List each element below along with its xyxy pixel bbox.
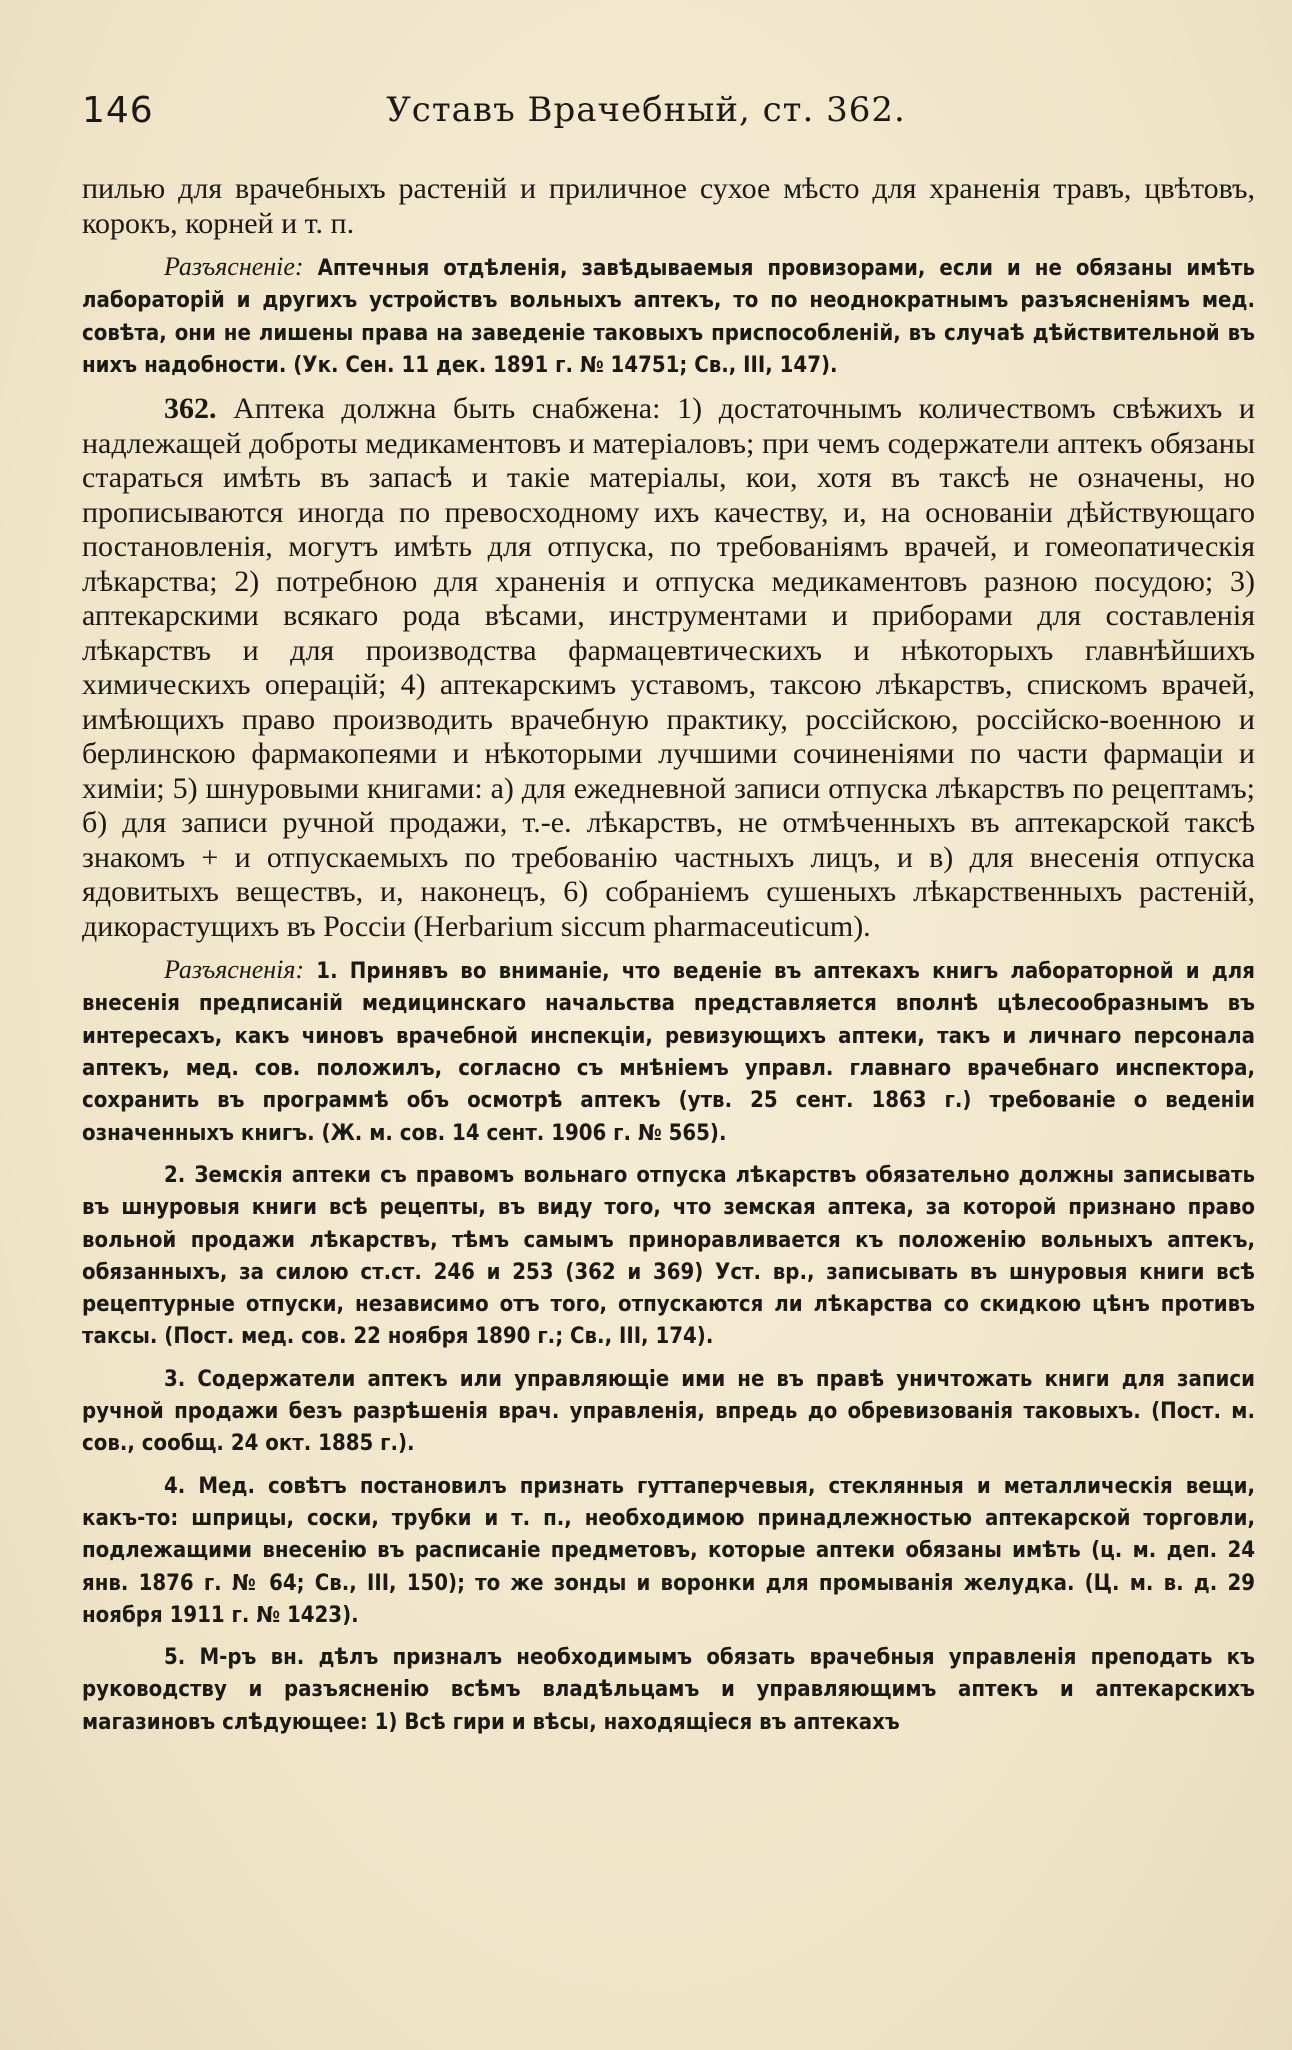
article-number: 362. [164,392,217,426]
explanation-lead: Разъясненіе: [164,252,304,281]
page-body [82,172,1255,1739]
explanation-2-item-4: 4. Мед. совѣтъ постановилъ признать гуттаперчевыя, стеклянныя и металлическія вещи, какъ-то: шприцы, соски, трубки и т. п., необходимою принадлежностью аптекарской торговли, подлежащими внесенію въ расписаніе предметовъ, которые аптеки обязаны имѣть (ц. м. деп. 24 янв. 1876 г. № 64; Св., III, 150); то же зонды и воронки для промыванія желудка. (Ц. м. в. д. 29 ноября 1911 г. № 1423). [82,1473,1255,1628]
running-title: Уставъ Врачебный, ст. 362. [386,90,906,130]
explanation-2-item-2: 2. Земскія аптеки съ правомъ вольнаго отпуска лѣкарствъ обязательно должны записывать въ шнуровыя книги всѣ рецепты, въ виду того, что земская аптека, за которой признано право вольной продажи лѣкарствъ, тѣмъ самымъ приноравливается къ положенію вольныхъ аптекъ, обязанныхъ, за силою ст.ст. 246 и 253 (362 и 369) Уст. вр., записывать въ шнуровыя книги всѣ рецептурные отпуски, независимо отъ того, отпускаются ли лѣкарства со скидкою цѣнъ противъ таксы. (Пост. мед. сов. 22 ноября 1890 г.; Св., III, 174). [82,1162,1255,1350]
article-362 [82,392,1255,944]
page-number: 146 [82,90,154,131]
paragraph-continuation: пилью для врачебныхъ растеній и приличное сухое мѣсто для храненія травъ, цвѣтовъ, корокъ, корней и т. п. [82,172,1255,240]
explanation-item-text: 1. Принявъ во вниманіе, что веденіе въ аптекахъ книгъ лабораторной и для внесенія предписаній медицинскаго начальства представляется вполнѣ цѣлесообразнымъ въ интересахъ, какъ чиновъ врачебной инспекціи, ревизующихъ аптеки, такъ и личнаго персонала аптекъ, мед. сов. положилъ, согласно съ мнѣніемъ управл. главнаго врачебнаго инспектора, сохранить въ программѣ объ осмотрѣ аптекъ (утв. 25 сент. 1863 г.) требованіе о веденіи означенныхъ книгъ. (Ж. м. сов. 14 сент. 1906 г. № 565). [82,959,1255,1146]
explanation-2-item-5: 5. М-ръ вн. дѣлъ призналъ необходимымъ обязать врачебныя управленія преподать къ руководству и разъясненію всѣмъ владѣльцамъ и управляющимъ аптекъ и аптекарскихъ магазиновъ слѣдующее: 1) Всѣ гири и вѣсы, находящіеся въ аптекахъ [82,1645,1255,1735]
explanation-2-item-1 [82,954,1255,1150]
page-header [82,90,1210,140]
article-text: Аптека должна быть снабжена: 1) достаточнымъ количествомъ свѣжихъ и надлежащей доброты медикаментовъ и матеріаловъ; при чемъ содержатели аптекъ обязаны стараться имѣть въ запасѣ и такіе матеріалы, кои, хотя въ таксѣ не означены, но прописываются иногда по превосходному ихъ качеству, и, на основаніи дѣйствующаго постановленія, могутъ имѣть для отпуска, по требованіямъ врачей, и гомеопатическія лѣкарства; 2) потребною для храненія и отпуска медикаментовъ разною посудою; 3) аптекарскими всякаго рода вѣсами, инструментами и приборами для составленія лѣкарствъ и для производства фармацевтическихъ и нѣкоторыхъ главнѣйшихъ химическихъ операцій; 4) аптекарскимъ уставомъ, таксою лѣкарствъ, спискомъ врачей, имѣющихъ право производить врачебную практику, россійскою, россійско-военною и берлинскою фармакопеями и нѣкоторыми лучшими сочиненіями по части фармаціи и химіи; 5) шнуровыми книгами: а) для ежедневной записи отпуска лѣкарствъ по рецептамъ; б) для записи ручной продажи, т.-е. лѣкарствъ, не отмѣченныхъ въ аптекарской таксѣ знакомъ + и отпускаемыхъ по требованію частныхъ лицъ, и в) для внесенія отпуска ядовитыхъ веществъ, и, наконецъ, 6) собраніемъ сушеныхъ лѣкарственныхъ растеній, дикорастущихъ въ Россіи (Herbarium siccum pharmaceuticum). [82,392,1255,943]
explanation-text: Аптечныя отдѣленія, завѣдываемыя провизорами, если и не обязаны имѣть лабораторій и другихъ устройствъ вольныхъ аптекъ, то по неоднократнымъ разъясненіямъ мед. совѣта, они не лишены права на заведеніе таковыхъ приспособленій, въ случаѣ дѣйствительной въ нихъ надобности. (Ук. Сен. 11 дек. 1891 г. № 14751; Св., III, 147). [82,256,1255,378]
explanations-lead: Разъясненія: [164,955,305,985]
explanation-1 [82,251,1255,382]
explanation-2-item-3: 3. Содержатели аптекъ или управляющіе ими не въ правѣ уничтожать книги для записи ручной продажи безъ разрѣшенія врач. управленія, впредь до обревизованія таковыхъ. (Пост. м. сов., сообщ. 24 окт. 1885 г.). [82,1366,1255,1457]
